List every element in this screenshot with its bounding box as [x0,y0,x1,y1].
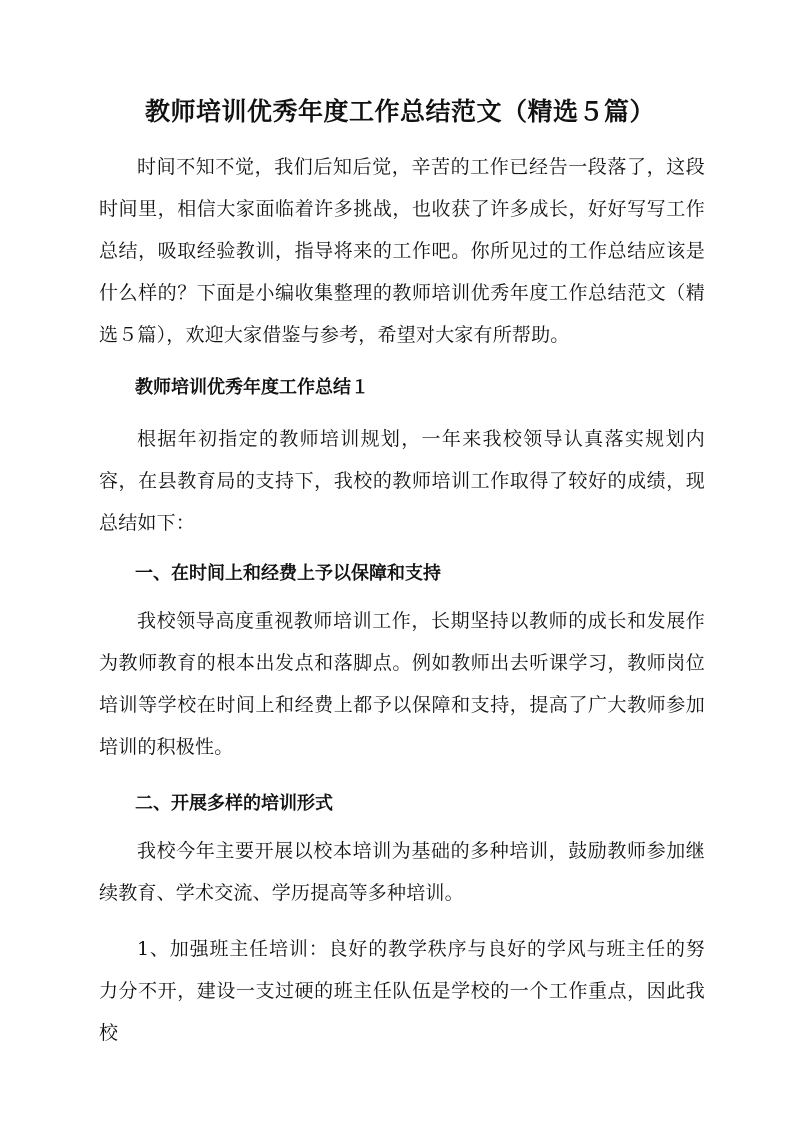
paragraph-class-teacher-training: 1、加强班主任培训：良好的教学秩序与良好的学风与班主任的努力分不开，建设一支过硬的班主任队伍是学校的一个工作重点，因此我校 [99,938,705,1044]
paragraph-time-funding: 我校领导高度重视教师培训工作，长期坚持以教师的成长和发展作为教师教育的根本出发点和落脚点。例如教师出去听课学习，教师岗位培训等学校在时间上和经费上都予以保障和支持，提高了广大教师参加培训的积极性。 [99,610,705,758]
intro-paragraph: 时间不知不觉，我们后知后觉，辛苦的工作已经告一段落了，这段时间里，相信大家面临着许多挑战，也收获了许多成长，好好写写工作总结，吸取经验教训，指导将来的工作吧。你所见过的工作总结应该是什么样的？下面是小编收集整理的教师培训优秀年度工作总结范文（精选５篇），欢迎大家借鉴与参考，希望对大家有所帮助。 [99,156,705,346]
paragraph-training-forms: 我校今年主要开展以校本培训为基础的多种培训，鼓励教师参加继续教育、学术交流、学历提高等多种培训。 [99,840,705,904]
section-heading: 教师培训优秀年度工作总结１ [135,377,369,398]
subheading-time-funding: 一、在时间上和经费上予以保障和支持 [135,563,441,584]
subheading-training-forms: 二、开展多样的培训形式 [135,793,333,814]
document-title: 教师培训优秀年度工作总结范文（精选５篇） [144,97,655,126]
section-paragraph: 根据年初指定的教师培训规划，一年来我校领导认真落实规划内容，在县教育局的支持下，我校的教师培训工作取得了较好的成绩，现总结如下： [99,428,705,534]
